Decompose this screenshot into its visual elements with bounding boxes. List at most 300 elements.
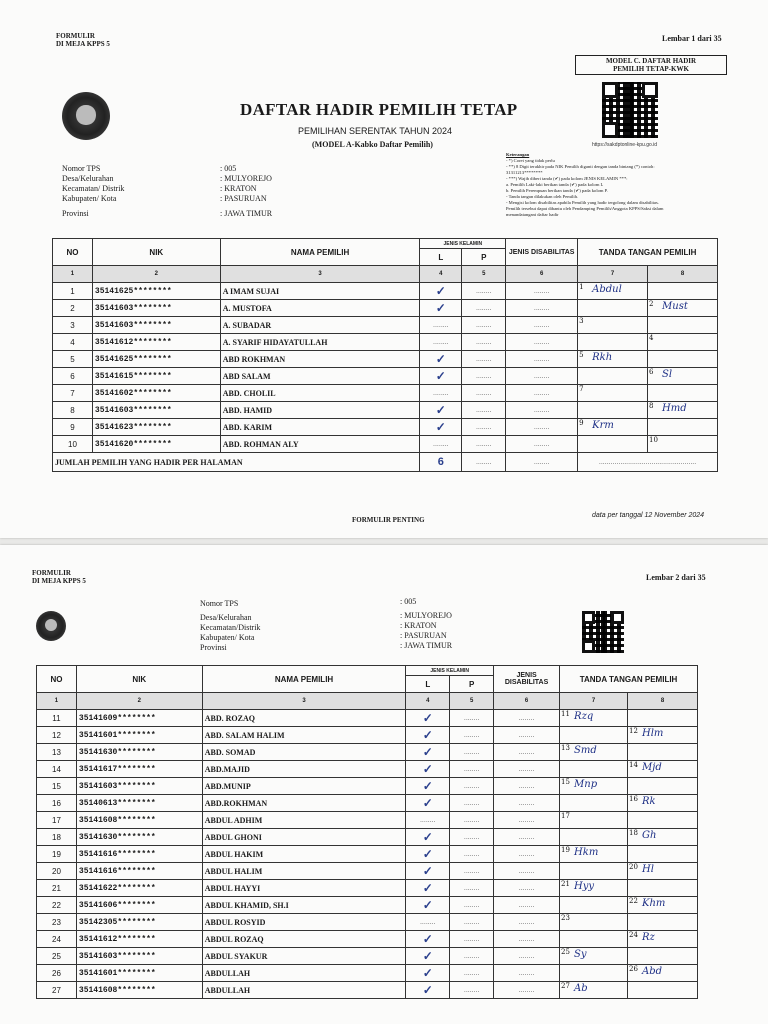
cell-disabilitas: ........ (494, 897, 560, 914)
cell-no: 14 (37, 761, 77, 778)
cell-l: ........ (420, 436, 462, 453)
signature-cell (648, 402, 718, 419)
signature-number: 13 (561, 744, 570, 752)
cell-disabilitas: ........ (494, 795, 560, 812)
voter-rows-1 (53, 283, 718, 453)
cell-p: ........ (450, 982, 494, 999)
signature-cell (560, 948, 628, 965)
footer-date: data per tanggal 12 November 2024 (592, 512, 705, 519)
cell-nama: ABDUL KHAMID, SH.I (202, 897, 406, 914)
cell-l: ✓ (406, 880, 450, 897)
cell-p: ........ (450, 727, 494, 744)
handwritten-signature: Hmd (662, 403, 687, 414)
form-sheet-2 (0, 545, 768, 1024)
cell-nik: 35141602******** (92, 385, 220, 402)
signature-empty-cell (560, 761, 628, 778)
cell-disabilitas: ........ (494, 812, 560, 829)
cell-disabilitas: ........ (506, 419, 578, 436)
signature-empty-cell (578, 368, 648, 385)
header-nik: NIK (92, 239, 220, 266)
cell-nik: 35141601******** (76, 965, 202, 982)
cell-no: 18 (37, 829, 77, 846)
signature-empty-cell (648, 283, 718, 300)
table-row (37, 846, 698, 863)
table-row (53, 385, 718, 402)
cell-l: ✓ (406, 846, 450, 863)
cell-p: ........ (450, 846, 494, 863)
handwritten-signature: Rz (641, 932, 655, 943)
kpu-logo-icon (62, 92, 110, 140)
signature-cell (627, 863, 697, 880)
signature-cell (560, 880, 628, 897)
cell-disabilitas: ........ (494, 744, 560, 761)
cell-no: 16 (37, 795, 77, 812)
signature-empty-cell (560, 829, 628, 846)
cell-l: ✓ (406, 727, 450, 744)
signature-number: 10 (649, 436, 658, 444)
page-subtitle: PEMILIHAN SERENTAK TAHUN 2024 (298, 126, 453, 136)
signature-empty-cell (627, 982, 697, 999)
cell-p: ........ (450, 795, 494, 812)
signature-number: 1 (579, 283, 584, 291)
cell-l: ✓ (406, 982, 450, 999)
cell-disabilitas: ........ (506, 351, 578, 368)
signature-cell (560, 744, 628, 761)
table-row (53, 351, 718, 368)
table-row (37, 982, 698, 999)
cell-nama: ABDULLAH (202, 982, 406, 999)
cell-l: ✓ (420, 283, 462, 300)
cell-nik: 35141609******** (76, 710, 202, 727)
signature-number: 6 (649, 368, 654, 376)
signature-cell (627, 761, 697, 778)
cell-nama: A. MUSTOFA (220, 300, 420, 317)
cell-no: 22 (37, 897, 77, 914)
cell-nik: 35141617******** (76, 761, 202, 778)
cell-p: ........ (462, 368, 506, 385)
signature-number: 3 (579, 317, 584, 325)
total-label: JUMLAH PEMILIH YANG HADIR PER HALAMAN (53, 453, 420, 472)
signature-number: 2 (649, 300, 654, 308)
signature-empty-cell (560, 727, 628, 744)
column-number-row: 1 2 3 4 5 6 7 8 (37, 693, 698, 710)
signature-number: 15 (561, 778, 570, 786)
cell-nama: ABD.ROKHMAN (202, 795, 406, 812)
cell-nik: 35141608******** (76, 982, 202, 999)
cell-no: 15 (37, 778, 77, 795)
cell-nama: ABDUL HAYYI (202, 880, 406, 897)
signature-number: 16 (628, 795, 638, 803)
cell-nama: ABD. HAMID (220, 402, 420, 419)
table-row (53, 283, 718, 300)
cell-l: ✓ (406, 761, 450, 778)
cell-disabilitas: ........ (506, 385, 578, 402)
cell-nama: ABD. KARIM (220, 419, 420, 436)
signature-cell (648, 300, 718, 317)
signature-cell (560, 710, 628, 727)
cell-no: 4 (53, 334, 93, 351)
cell-nik: 35141625******** (92, 283, 220, 300)
header-nik: NIK (76, 666, 202, 693)
signature-empty-cell (627, 710, 697, 727)
table-row (53, 402, 718, 419)
header-p: P (450, 676, 494, 693)
signature-number: 14 (628, 761, 638, 769)
cell-nik: 35141612******** (92, 334, 220, 351)
cell-nama: ABDUL HALIM (202, 863, 406, 880)
cell-nik: 35141603******** (92, 300, 220, 317)
cell-nik: 35141620******** (92, 436, 220, 453)
table-row (53, 368, 718, 385)
table-row (37, 931, 698, 948)
cell-nik: 35141630******** (76, 744, 202, 761)
cell-l: ✓ (420, 402, 462, 419)
signature-empty-cell (627, 812, 697, 829)
cell-nama: ABDULLAH (202, 965, 406, 982)
cell-no: 21 (37, 880, 77, 897)
signature-number: 19 (561, 846, 570, 854)
cell-nama: ABDUL ROSYID (202, 914, 406, 931)
table-row (37, 727, 698, 744)
cell-nik: 35141612******** (76, 931, 202, 948)
cell-no: 23 (37, 914, 77, 931)
table-row (37, 863, 698, 880)
handwritten-signature: Abd (641, 966, 663, 977)
cell-disabilitas: ........ (494, 863, 560, 880)
signature-empty-cell (578, 436, 648, 453)
signature-number: 4 (649, 334, 654, 342)
handwritten-signature: Smd (574, 745, 597, 756)
cell-p: ........ (450, 880, 494, 897)
signature-number: 27 (561, 982, 570, 990)
cell-nik: 35141603******** (76, 778, 202, 795)
cell-l: ✓ (406, 931, 450, 948)
sheet-label: Lembar 2 dari 35 (646, 573, 706, 582)
signature-number: 20 (628, 863, 638, 871)
info-values: : 005 : MULYOREJO : KRATON : PASURUAN : JAWA TIMUR (220, 164, 273, 218)
header-no: NO (37, 666, 77, 693)
info-labels: Nomor TPS Desa/Kelurahan Kecamatan/Distrik Kabupaten/ Kota Provinsi (200, 599, 261, 652)
cell-nik: 35141603******** (76, 948, 202, 965)
cell-nama: ABDUL ADHIM (202, 812, 406, 829)
cell-no: 17 (37, 812, 77, 829)
cell-disabilitas: ........ (506, 317, 578, 334)
table-row (37, 710, 698, 727)
handwritten-signature: Abdul (592, 284, 622, 295)
table-row (53, 317, 718, 334)
cell-p: ........ (450, 778, 494, 795)
cell-p: ........ (462, 419, 506, 436)
cell-nik: 35141623******** (92, 419, 220, 436)
kpu-logo-icon (36, 611, 66, 641)
cell-nama: ABDUL GHONI (202, 829, 406, 846)
header-nama: NAMA PEMILIH (220, 239, 420, 266)
cell-nik: 35141630******** (76, 829, 202, 846)
cell-nama: A. SYARIF HIDAYATULLAH (220, 334, 420, 351)
handwritten-signature: Krm (592, 420, 614, 431)
cell-nama: ABD ROKHMAN (220, 351, 420, 368)
cell-p: ........ (462, 334, 506, 351)
signature-cell (560, 778, 628, 795)
qr-caption: https://sakdptonline-kpu.go.id (592, 142, 658, 148)
voter-table-1 (52, 238, 718, 472)
cell-nama: A IMAM SUJAI (220, 283, 420, 300)
signature-cell (560, 914, 628, 931)
cell-no: 10 (53, 436, 93, 453)
cell-disabilitas: ........ (494, 914, 560, 931)
page-title: DAFTAR HADIR PEMILIH TETAP (240, 100, 518, 119)
signature-empty-cell (627, 846, 697, 863)
signature-number: 17 (561, 812, 570, 820)
header-no: NO (53, 239, 93, 266)
cell-disabilitas: ........ (494, 829, 560, 846)
cell-nama: ABDUL HAKIM (202, 846, 406, 863)
cell-no: 3 (53, 317, 93, 334)
cell-nama: ABD. SOMAD (202, 744, 406, 761)
cell-no: 12 (37, 727, 77, 744)
cell-nama: ABD. SALAM HALIM (202, 727, 406, 744)
cell-nama: ABD. ROZAQ (202, 710, 406, 727)
signature-number: 7 (579, 385, 584, 393)
cell-no: 27 (37, 982, 77, 999)
signature-cell (627, 897, 697, 914)
cell-p: ........ (462, 436, 506, 453)
cell-p: ........ (450, 710, 494, 727)
signature-empty-cell (627, 948, 697, 965)
cell-nama: ABD SALAM (220, 368, 420, 385)
table-row (37, 948, 698, 965)
voter-table-2 (36, 665, 698, 999)
table-row (37, 795, 698, 812)
cell-disabilitas: ........ (494, 965, 560, 982)
cell-l: ✓ (420, 351, 462, 368)
header-p: P (462, 249, 506, 266)
signature-cell (578, 283, 648, 300)
header-jenis-kelamin: JENIS KELAMIN (406, 666, 494, 676)
cell-p: ........ (450, 914, 494, 931)
footer-formulir-penting: FORMULIR PENTING (352, 516, 425, 524)
cell-l: ✓ (420, 419, 462, 436)
signature-cell (627, 795, 697, 812)
cell-p: ........ (450, 761, 494, 778)
cell-nik: 35141603******** (92, 317, 220, 334)
cell-p: ........ (462, 385, 506, 402)
handwritten-signature: Must (662, 301, 688, 312)
cell-l: ✓ (406, 948, 450, 965)
signature-cell (578, 317, 648, 334)
table-row (37, 965, 698, 982)
handwritten-signature: Mjd (641, 762, 662, 773)
header-tanda-tangan: TANDA TANGAN PEMILIH (560, 666, 698, 693)
signature-empty-cell (627, 778, 697, 795)
cell-nik: 35141606******** (76, 897, 202, 914)
cell-p: ........ (462, 317, 506, 334)
cell-no: 20 (37, 863, 77, 880)
cell-nik: 35141622******** (76, 880, 202, 897)
header-l: L (420, 249, 462, 266)
cell-l: ✓ (420, 368, 462, 385)
signature-empty-cell (578, 300, 648, 317)
signature-number: 8 (649, 402, 654, 410)
table-row (37, 778, 698, 795)
cell-no: 2 (53, 300, 93, 317)
cell-l: ✓ (406, 965, 450, 982)
cell-disabilitas: ........ (506, 402, 578, 419)
table-row (53, 334, 718, 351)
signature-empty-cell (648, 351, 718, 368)
total-disabilitas: ........ (506, 453, 578, 472)
cell-nik: 35140613******** (76, 795, 202, 812)
header-disabilitas: JENIS DISABILITAS (494, 666, 560, 693)
cell-nik: 35141625******** (92, 351, 220, 368)
signature-empty-cell (627, 914, 697, 931)
cell-p: ........ (450, 965, 494, 982)
cell-nik: 35141615******** (92, 368, 220, 385)
cell-p: ........ (450, 744, 494, 761)
signature-empty-cell (560, 795, 628, 812)
signature-cell (627, 727, 697, 744)
handwritten-signature: Khm (641, 898, 666, 909)
signature-empty-cell (648, 385, 718, 402)
cell-disabilitas: ........ (506, 300, 578, 317)
total-signature: .................................................. (578, 453, 718, 472)
cell-disabilitas: ........ (494, 948, 560, 965)
cell-p: ........ (462, 300, 506, 317)
signature-number: 12 (628, 727, 638, 735)
cell-no: 7 (53, 385, 93, 402)
cell-nama: ABD. CHOLIL (220, 385, 420, 402)
signature-number: 18 (628, 829, 638, 837)
form-label: FORMULIR DI MEJA KPPS 5 (56, 32, 110, 48)
signature-number: 23 (561, 914, 570, 922)
cell-no: 6 (53, 368, 93, 385)
table-row (37, 761, 698, 778)
cell-disabilitas: ........ (506, 436, 578, 453)
cell-l: ........ (420, 385, 462, 402)
signature-cell (627, 931, 697, 948)
signature-cell (627, 829, 697, 846)
cell-p: ........ (450, 829, 494, 846)
handwritten-signature: Sl (662, 369, 673, 380)
cell-no: 13 (37, 744, 77, 761)
signature-empty-cell (578, 334, 648, 351)
handwritten-signature: Hyy (574, 881, 595, 892)
handwritten-signature: Gh (641, 830, 657, 841)
cell-nik: 35141616******** (76, 863, 202, 880)
handwritten-signature: Mnp (574, 779, 598, 790)
cell-nama: ABD.MUNIP (202, 778, 406, 795)
cell-l: ✓ (406, 710, 450, 727)
cell-l: ✓ (420, 300, 462, 317)
cell-no: 1 (53, 283, 93, 300)
info-values: : 005 : MULYOREJO : KRATON : PASURUAN : JAWA TIMUR (400, 597, 453, 650)
cell-nama: ABDUL ROZAQ (202, 931, 406, 948)
column-number-row: 1 2 3 4 5 6 7 8 (53, 266, 718, 283)
total-l: 6 (420, 453, 462, 472)
signature-cell (648, 436, 718, 453)
signature-cell (578, 419, 648, 436)
signature-empty-cell (560, 931, 628, 948)
cell-disabilitas: ........ (494, 982, 560, 999)
signature-empty-cell (560, 965, 628, 982)
cell-nama: ABD. ROHMAN ALY (220, 436, 420, 453)
signature-number: 24 (628, 931, 638, 939)
cell-no: 24 (37, 931, 77, 948)
handwritten-signature: Hl (641, 864, 654, 875)
signature-empty-cell (627, 880, 697, 897)
cell-l: ✓ (406, 744, 450, 761)
signature-empty-cell (648, 419, 718, 436)
signature-empty-cell (648, 317, 718, 334)
cell-l: ........ (420, 334, 462, 351)
header-jenis-kelamin: JENIS KELAMIN (420, 239, 506, 249)
cell-no: 8 (53, 402, 93, 419)
cell-l: ✓ (406, 829, 450, 846)
header-l: L (406, 676, 450, 693)
signature-number: 11 (561, 710, 570, 718)
cell-p: ........ (450, 948, 494, 965)
info-labels: Nomor TPS Desa/Kelurahan Kecamatan/ Distrik Kabupaten/ Kota Provinsi (62, 164, 125, 218)
model-box: MODEL C. DAFTAR HADIR PEMILIH TETAP-KWK (575, 55, 727, 75)
cell-no: 5 (53, 351, 93, 368)
qr-code-icon (602, 82, 658, 138)
signature-empty-cell (560, 897, 628, 914)
cell-p: ........ (462, 402, 506, 419)
cell-p: ........ (462, 283, 506, 300)
cell-no: 26 (37, 965, 77, 982)
cell-disabilitas: ........ (506, 283, 578, 300)
handwritten-signature: Hkm (574, 847, 599, 858)
voter-rows-2 (37, 710, 698, 999)
cell-nama: ABD.MAJID (202, 761, 406, 778)
cell-nama: A. SUBADAR (220, 317, 420, 334)
cell-no: 19 (37, 846, 77, 863)
handwritten-signature: Sy (574, 949, 587, 960)
signature-cell (648, 368, 718, 385)
table-row (37, 812, 698, 829)
cell-nama: ABDUL SYAKUR (202, 948, 406, 965)
handwritten-signature: Ab (574, 983, 588, 994)
signature-number: 22 (628, 897, 638, 905)
cell-disabilitas: ........ (494, 880, 560, 897)
sheet-label: Lembar 1 dari 35 (662, 34, 722, 43)
signature-number: 9 (579, 419, 584, 427)
cell-l: ........ (406, 914, 450, 931)
header-tanda-tangan: TANDA TANGAN PEMILIH (578, 239, 718, 266)
cell-disabilitas: ........ (494, 710, 560, 727)
table-row (37, 897, 698, 914)
signature-cell (560, 812, 628, 829)
header-nama: NAMA PEMILIH (202, 666, 406, 693)
cell-l: ✓ (406, 863, 450, 880)
keterangan-notes: Keterangan - *) Coret yang tidak perlu - **) 8 Digit terakhir pada NIK Pemilih diganti dengan tanda bintang (*) contoh: 31311213******** - ***) Wajib diberi tanda (✔) pada kolom JENIS KELAMIN ***: a. Pemilih Laki-laki berikan tanda (✔) pada kolom L b. Pemilih Perempuan berikan tanda (✔) pada kolom P. - Tanda tangan dilakukan oleh Pemilih. - Mengisi kolom disabilitas apabila Pemilih yang hadir tergolong dalam disabilitas. Pemilih tersebut dapat dibantu oleh Pendamping Pemilih/Anggota KPPS/Saksi dalam menandatangani daftar hadir (506, 152, 664, 217)
cell-disabilitas: ........ (494, 846, 560, 863)
total-row (53, 453, 718, 472)
cell-disabilitas: ........ (494, 778, 560, 795)
cell-l: ✓ (406, 795, 450, 812)
cell-disabilitas: ........ (506, 334, 578, 351)
cell-disabilitas: ........ (506, 368, 578, 385)
signature-cell (627, 965, 697, 982)
table-row (37, 880, 698, 897)
signature-empty-cell (578, 402, 648, 419)
signature-cell (560, 846, 628, 863)
cell-p: ........ (462, 351, 506, 368)
total-p: ........ (462, 453, 506, 472)
cell-nik: 35141608******** (76, 812, 202, 829)
signature-cell (560, 982, 628, 999)
cell-p: ........ (450, 931, 494, 948)
